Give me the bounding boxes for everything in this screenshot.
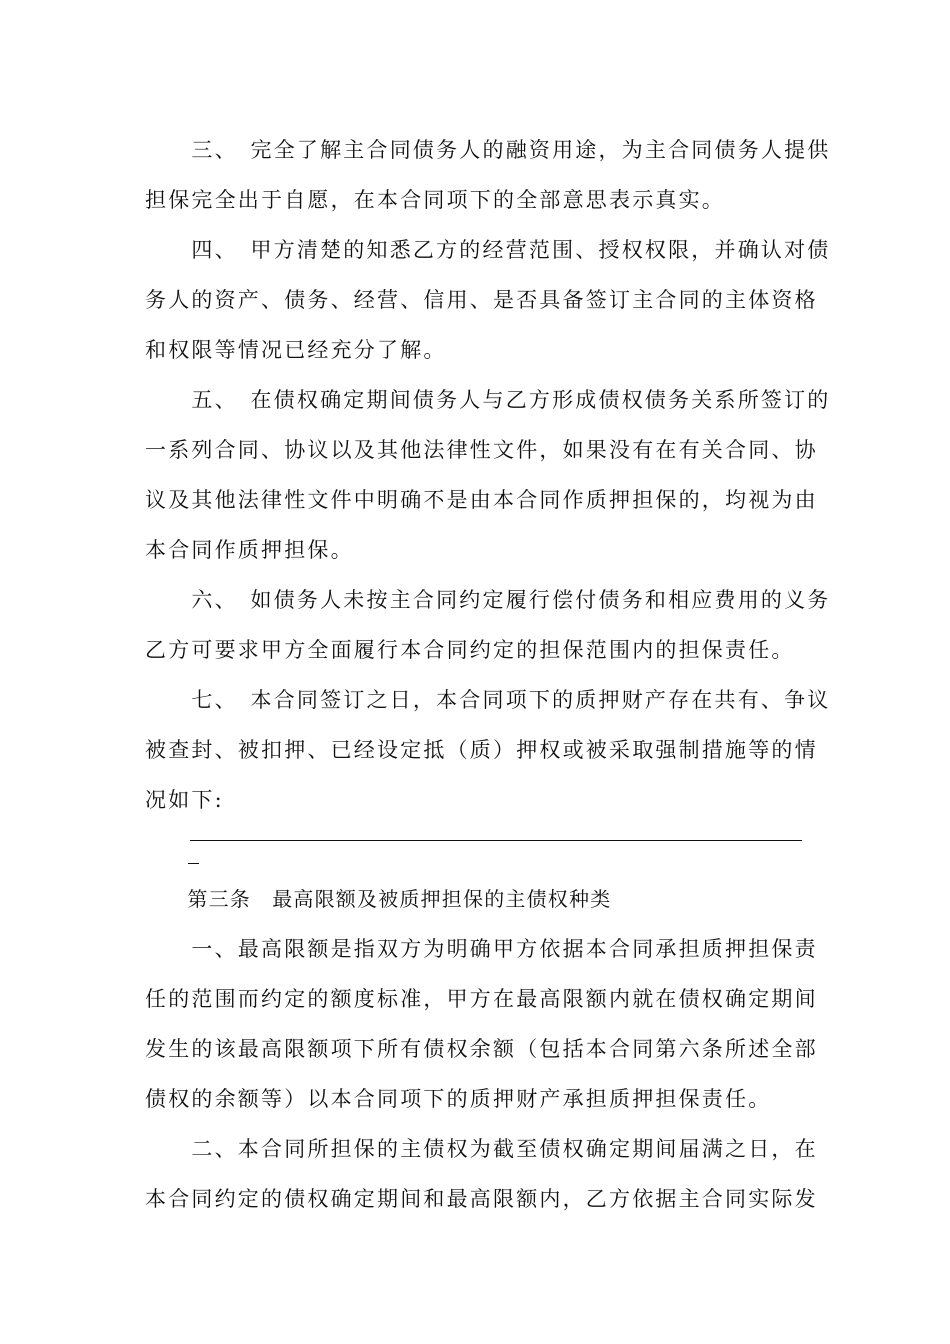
clause-7-line-3: 况如下: bbox=[145, 788, 224, 812]
clause-4-line-3: 和权限等情况已经充分了解。 bbox=[145, 338, 447, 362]
article-3-item-2-line-2: 本合同约定的债权确定期间和最高限额内，乙方依据主合同实际发 bbox=[145, 1187, 818, 1211]
clause-5-line-1: 五、 在债权确定期间债务人与乙方形成债权债务关系所签订的 bbox=[145, 388, 831, 412]
article-3-item-1-line-3: 发生的该最高限额项下所有债权余额（包括本合同第六条所述全部 bbox=[145, 1037, 818, 1061]
clause-7-line-1: 七、 本合同签订之日，本合同项下的质押财产存在共有、争议 bbox=[145, 688, 831, 712]
article-3-item-1-line-2: 任的范围而约定的额度标准，甲方在最高限额内就在债权确定期间 bbox=[145, 987, 818, 1011]
clause-5-line-2: 一系列合同、协议以及其他法律性文件，如果没有在有关合同、协 bbox=[145, 438, 818, 462]
blank-fill-dash bbox=[188, 863, 199, 864]
clause-5-line-3: 议及其他法律性文件中明确不是由本合同作质押担保的，均视为由 bbox=[145, 488, 818, 512]
blank-fill-line bbox=[190, 840, 802, 841]
clause-6-line-2: 乙方可要求甲方全面履行本合同约定的担保范围内的担保责任。 bbox=[145, 638, 795, 662]
article-3-item-1-line-4: 债权的余额等）以本合同项下的质押财产承担质押担保责任。 bbox=[145, 1087, 772, 1111]
clause-5-line-4: 本合同作质押担保。 bbox=[145, 538, 354, 562]
clause-3-line-1: 三、 完全了解主合同债务人的融资用途，为主合同债务人提供 bbox=[145, 138, 831, 162]
clause-4-line-2: 务人的资产、债务、经营、信用、是否具备签订主合同的主体资格 bbox=[145, 288, 818, 312]
clause-4-line-1: 四、 甲方清楚的知悉乙方的经营范围、授权权限，并确认对债 bbox=[145, 238, 831, 262]
clause-7-line-2: 被查封、被扣押、已经设定抵（质）押权或被采取强制措施等的情 bbox=[145, 738, 818, 762]
article-3-item-2-line-1: 二、本合同所担保的主债权为截至债权确定期间届满之日，在 bbox=[145, 1137, 818, 1161]
article-3-item-1-line-1: 一、最高限额是指双方为明确甲方依据本合同承担质押担保责 bbox=[145, 937, 818, 961]
clause-3-line-2: 担保完全出于自愿，在本合同项下的全部意思表示真实。 bbox=[145, 188, 725, 212]
clause-6-line-1: 六、 如债务人未按主合同约定履行偿付债务和相应费用的义务 bbox=[145, 588, 831, 612]
article-3-heading: 第三条 最高限额及被质押担保的主债权种类 bbox=[145, 887, 612, 911]
